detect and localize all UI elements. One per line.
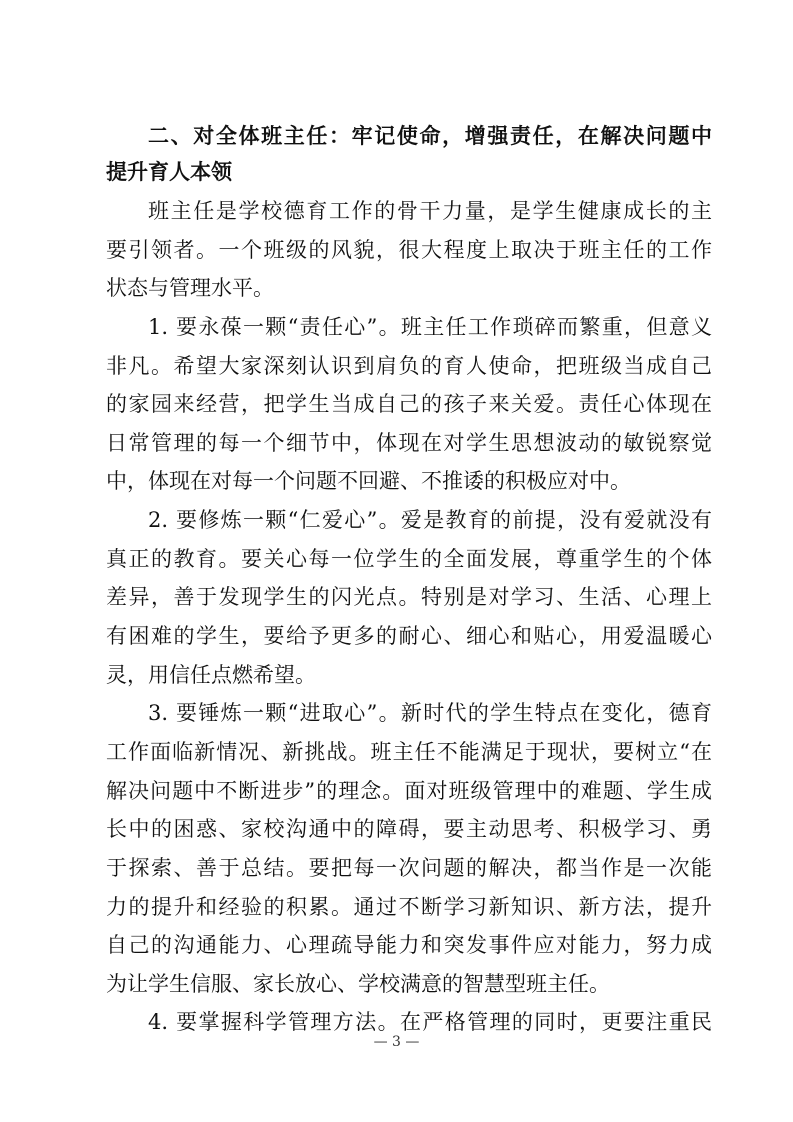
paragraph-line: 自己的沟通能力、心理疏导能力和突发事件应对能力，努力成	[106, 933, 712, 958]
paragraph	[106, 694, 712, 1003]
paragraph-line: 于探索、善于总结。要把每一次问题的解决，都当作是一次能	[106, 855, 712, 880]
paragraph-line: 1. 要永葆一颗“责任心”。班主任工作琐碎而繁重，但意义	[148, 314, 712, 339]
paragraph-line: 真正的教育。要关心每一位学生的全面发展，尊重学生的个体	[106, 546, 712, 571]
paragraph-line: 灵，用信任点燃希望。	[106, 662, 316, 687]
paragraph-line: 长中的困惑、家校沟通中的障碍，要主动思考、积极学习、勇	[106, 817, 712, 842]
section-heading	[106, 118, 712, 190]
paragraph-line: 3. 要锤炼一颗“进取心”。新时代的学生特点在变化，德育	[148, 701, 712, 726]
paragraph-line: 为让学生信服、家长放心、学校满意的智慧型班主任。	[106, 971, 610, 996]
paragraph-line: 的家园来经营，把学生当成自己的孩子来关爱。责任心体现在	[106, 392, 712, 417]
paragraph	[106, 501, 712, 694]
paragraph	[106, 192, 712, 308]
paragraph-line: 有困难的学生，要给予更多的耐心、细心和贴心，用爱温暖心	[106, 624, 712, 649]
paragraph-line: 状态与管理水平。	[106, 276, 274, 301]
heading-line: 二、对全体班主任：牢记使命，增强责任，在解决问题中	[148, 124, 712, 148]
paragraph-line: 非凡。希望大家深刻认识到肩负的育人使命，把班级当成自己	[106, 353, 712, 378]
paragraph-line: 要引领者。一个班级的风貌，很大程度上取决于班主任的工作	[106, 237, 712, 262]
paragraph-line: 差异，善于发现学生的闪光点。特别是对学习、生活、心理上	[106, 585, 712, 610]
paragraph-line: 工作面临新情况、新挑战。班主任不能满足于现状，要树立“在	[106, 739, 712, 764]
paragraph	[106, 308, 712, 501]
document-body	[106, 192, 712, 1042]
paragraph-line: 班主任是学校德育工作的骨干力量，是学生健康成长的主	[148, 199, 712, 223]
heading-line: 提升育人本领	[106, 160, 232, 184]
paragraph-line: 2. 要修炼一颗“仁爱心”。爱是教育的前提，没有爱就没有	[148, 508, 712, 533]
paragraph-line: 解决问题中不断进步”的理念。面对班级管理中的难题、学生成	[106, 778, 712, 803]
paragraph-line: 日常管理的每一个细节中，体现在对学生思想波动的敏锐察觉	[106, 430, 712, 455]
page-number: — 3 —	[373, 1034, 420, 1050]
paragraph-line: 力的提升和经验的积累。通过不断学习新知识、新方法，提升	[106, 894, 712, 919]
paragraph-line: 中，体现在对每一个问题不回避、不推诿的积极应对中。	[106, 469, 631, 494]
paragraph-line: 4. 要掌握科学管理方法。在严格管理的同时，更要注重民	[148, 1010, 712, 1035]
